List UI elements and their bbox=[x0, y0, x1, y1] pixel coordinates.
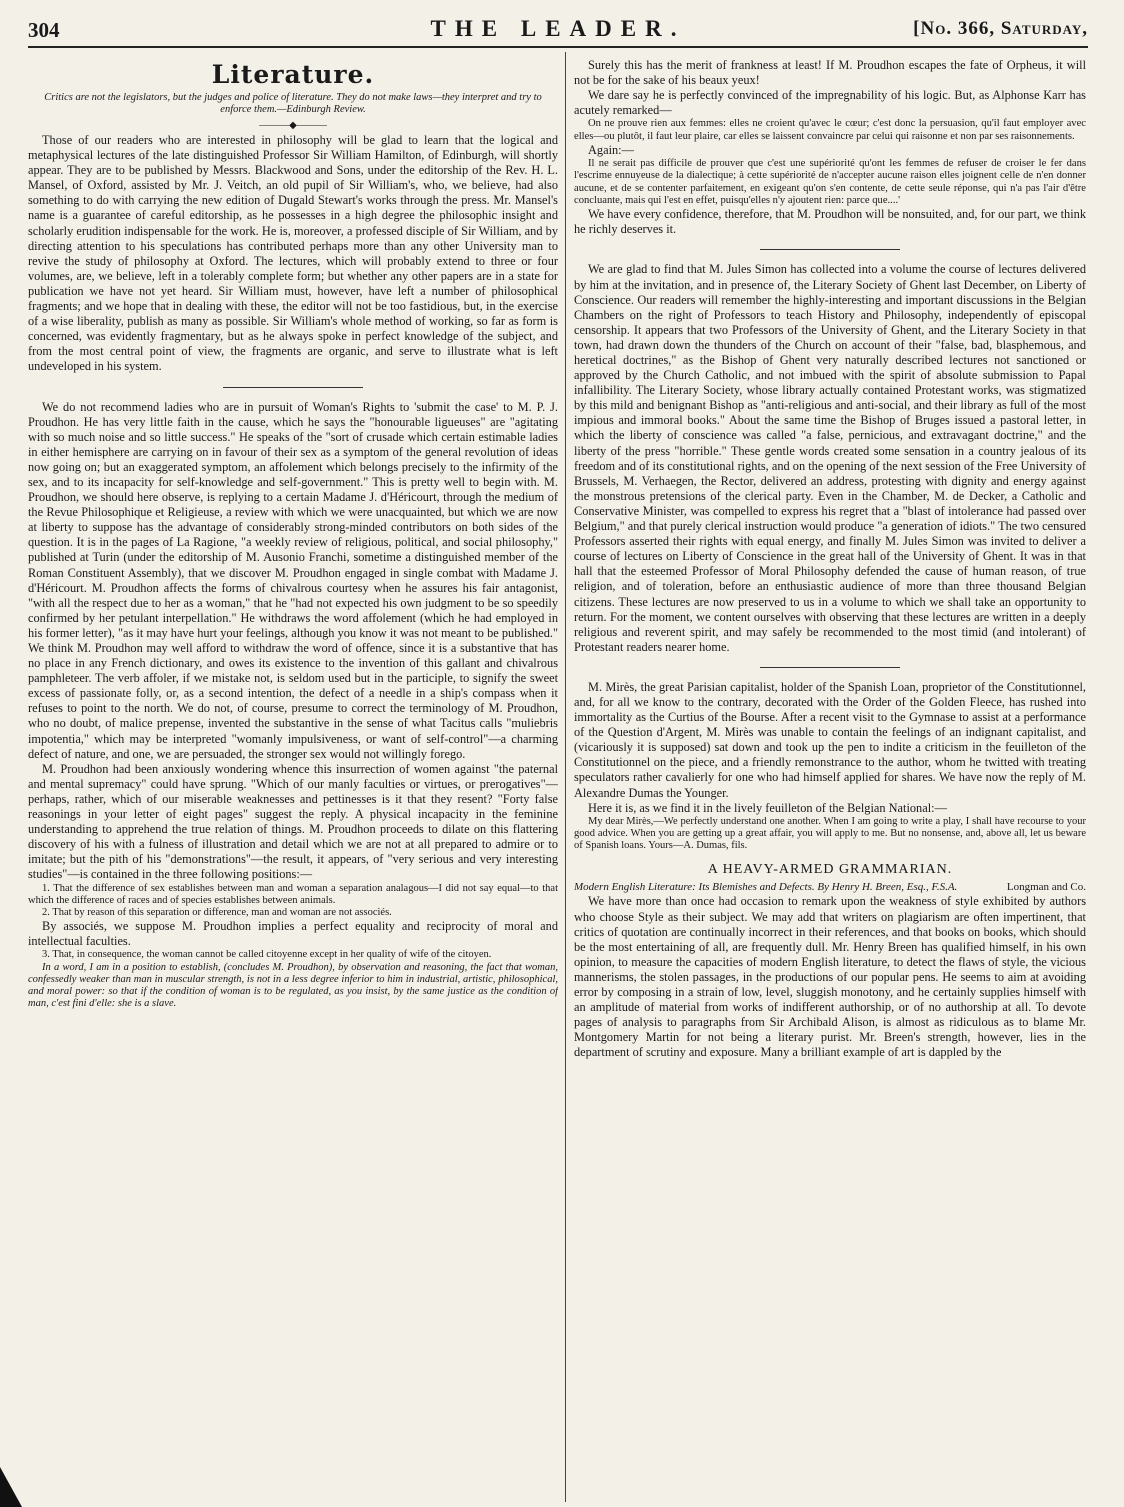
position-2: 2. That by reason of this separation or difference, man and woman are not associés. bbox=[42, 906, 392, 918]
article-divider-2 bbox=[760, 249, 900, 250]
national-paragraph: Here it is, as we find it in the lively feuilleton of the Belgian National:— bbox=[588, 800, 947, 815]
associes-note: By associés, we suppose M. Proudhon implies a perfect equality and reciprocity of moral and intellectual faculties. bbox=[28, 919, 558, 949]
proudhon-paragraph-2: M. Proudhon had been anxiously wondering whence this insurrection of women against "the paternal and mental supremacy" could have sprung. "Which of our manly faculties or virtues, or prerogatives"—perhaps, rather, which of our miserable weaknesses and pettinesses is it that they resent? "Forty false reasonings in your letter of eight pages" suggest the reply. A physical incapacity in the feminine understanding to apprehend the true relation of things. M. Proudhon proceeds to dilate on this flattering discovery of his with a fulness of illustration and detail which we are not at all prepared to admire or to imitate; but the pith of his "demonstrations"—the result, it appears, of "very serious and very interesting studies"—is contained in the three following positions:— bbox=[28, 761, 558, 882]
page-header bbox=[28, 8, 1088, 48]
publisher: Longman and Co. bbox=[1006, 881, 1086, 894]
column-divider bbox=[565, 52, 566, 1502]
position-1: 1. That the difference of sex establishes between man and woman a separation analagous—I did not say equal—to that which the difference of races and of species establishes between animals. bbox=[28, 882, 558, 906]
fleuron-ornament: ———◆——— bbox=[259, 120, 327, 131]
dumas-letter: My dear Mirès,—We perfectly understand one another. When I am going to write a play, I shall have recourse to your good advice. When you are getting up a great affair, you will apply to me. But no nonsense, and, above all, let us beware of Spanish loans. Yours—A. Dumas, fils. bbox=[574, 815, 1086, 852]
right-column bbox=[574, 58, 1086, 1498]
section-motto: Critics are not the legislators, but the judges and police of literature. They do not make laws—they interpret and try to enforce them.—Edinburgh Review. bbox=[44, 92, 542, 115]
position-3: 3. That, in consequence, the woman cannot be called citoyenne except in her quality of wife of the citoyen. bbox=[42, 949, 492, 961]
hamilton-paragraph: Those of our readers who are interested in philosophy will be glad to learn that the logical and metaphysical lectures of the late distinguished Professor Sir William Hamilton, of Edinburgh, will shortly appear. They are to be published by Messrs. Blackwood and Sons, under the editorship of the Rev. H. L. Mansel, of Oxford, assisted by Mr. J. Veitch, an old pupil of Sir William's, who, we believe, had also something to do with carrying the new edition of Dugald Stewart's works through the press. Mr. Mansel's name is a guarantee of careful editorship, as he possesses in a high degree the philosophic insight and scholarly erudition indispensable for the work. He is, moreover, a professed disciple of Sir William, and by directing attention to his speculations has contributed perhaps more than any other University man to revive the study of philosophy at Oxford. The lectures, which will probably extend to three or four volumes, are, we believe, left in a tolerably complete form; but whether any other papers are in a state for publication we have not yet heard. Sir William must, however, have left a number of philosophical fragments; and we hope that in dealing with these, the editor will not be too fastidious, but, in the exercise of a wise liberality, publish as many as possible. Sir William's whole method of working, so far as form is concerned, was evidently fragmentary, but as he always spoke in perfect knowledge of the subject, and from the most central point of view, the fragments are organic, and serve to illustrate what is left undeveloped in his system. bbox=[28, 133, 558, 374]
left-column bbox=[28, 58, 558, 1498]
article-divider bbox=[223, 387, 363, 388]
proudhon-conclusion: In a word, I am in a position to establish, (concludes M. Proudhon), by observation and reasoning, the fact that woman, confessedly weaker than man in muscular strength, is not in a less degree inferior to him in industrial, artistic, philosophical, and moral power: so that if the condition of woman is to be regulated, as you insist, by the same justice as the condition of man, c'est fini d'elle: she is a slave. bbox=[28, 961, 558, 1010]
issue-label: [No. 366, Saturday, bbox=[913, 18, 1088, 39]
page-curl bbox=[0, 1467, 22, 1507]
grammarian-paragraph: We have more than once had occasion to remark upon the weakness of style exhibited by authors who choose Style as their subject. We may add that writers on plagiarism are often impertinent, that critics of quotation are continually incorrect in their references, and that books on books, which should be the most entertaining of all, are frequently dull. Mr. Henry Breen has qualified himself, in his own opinion, to measure the capacities of modern English literature, to detect the flaws of style, the vicious mannerisms, the stolen passages, in the productions of our popular pens. He seems to aim at avoiding error by composing in a strain of low, level, sluggish monotony, and he certainly supplies himself with an amplitude of material from works of indifferent authorship, or of no authorship at all. To devote pages of analysis to paragraphs from Sir Archibald Alison, is almost as ridiculous as to blame Mr. Montgomery Martin for not being a literary purist. Mr. Breen's strength, however, lies in the department of scrutiny and exposure. Many a brilliant example of art is dappled by the bbox=[574, 894, 1086, 1060]
book-title: Modern English Literature: Its Blemishes and Defects. By Henry H. Breen, Esq., F.S.A. bbox=[574, 881, 958, 894]
frankness-paragraph: Surely this has the merit of frankness at least! If M. Proudhon escapes the fate of Orpheus, it will not be for the sake of his beaux yeux! bbox=[574, 58, 1086, 88]
mires-paragraph: M. Mirès, the great Parisian capitalist, holder of the Spanish Loan, proprietor of the Constitutionnel, and, for all we know to the contrary, decorated with the Order of the Golden Fleece, has rushed into immortality as the Curtius of the Bourse. After a recent visit to the Gymnase to assist at a performance of the Question d'Argent, M. Mirès was unable to contain the feelings of an indignant capitalist, and (vicariously it is supposed) sat down and took up the pen to indite a criticism in the feuilleton of the Constitutionnel on the piece, and a friendly remonstrance to the author, whom he twitted with treating speculators rather cavalierly for one who had himself applied for shares. We have now the reply of M. Alexandre Dumas the Younger. bbox=[574, 679, 1086, 800]
karr-quote-2: Il ne serait pas difficile de prouver que c'est une supériorité qu'ont les femmes de refuser de croiser le fer dans l'escrime ennuyeuse de la dialectique; à cette supériorité de n'accepter aucune raison elles joignent celle de n'en donner aucune, et de se contenter parfaitement, en exigeant qu'on s'en contente, de cette seule réponse, qui n'a pas l'air d'être concluante, mais qui l'est en effet, puisqu'elles n'y ajoutent rien: parce que....' bbox=[574, 158, 1086, 206]
logic-paragraph: We dare say he is perfectly convinced of the impregnability of his logic. But, as Alphonse Karr has acutely remarked— bbox=[574, 88, 1086, 118]
article-title: A HEAVY-ARMED GRAMMARIAN. bbox=[707, 862, 953, 878]
jules-simon-paragraph: We are glad to find that M. Jules Simon has collected into a volume the course of lectures delivered by him at the invitation, and in presence of, the Literary Society of Ghent last December, on Liberty of Conscience. Our readers will remember the highly-interesting and important discussions in the Belgian Chambers on the right of Professors to teach History and Philosophy, independently of episcopal censorship. It appears that two Professors of the University of Ghent, and the Literary Society in that town, had drawn down the thunders of the Church on account of their "false, bad, blasphemous, and heretical doctrines," as the Bishop of Ghent very naturally described lectures not sanctioned or approved by the Church Catholic, and not imbued with the spirit of absolute submission to Papal infallibility. The Literary Society, whose library actually contained Protestant works, was stigmatized by this mild and benignant Bishop as "anti-religious and anti-social, and their library as full of the most impious and immoral books." About the same time the Bishop of Bruges issued a pastoral letter, in which the liberty of conscience was called "a false, pernicious, and extravagant doctrine," and the liberty of the press "horrible." These gentle words created some sensation in a country jealous of its freedom and of its constitutional rights, and on the opening of the next session of the Free University of Brussels, M. Verhaegen, the Rector, delivered an address, protesting with dignity and energy against the monstrous pretensions of the clerical party. Even in the Chamber, M. de Decker, a Catholic and Conservative Minister, was compelled to express his regret that a "blast of intolerance had passed over Belgium," and that purely clerical instruction would produce "a generation of idiots." The two censured Professors asserted their rights with equal energy, and finally M. Jules Simon was invited to deliver a course of lectures on Liberty of Conscience in the great hall of the University of Ghent. It was in that hall that the esteemed Professor of Moral Philosophy defended the cause of human reason, of true religion, and of toleration, before an enthusiastic audience of more than three thousand Belgian citizens. These lectures are now preserved to us in a volume to which we shall take an opportunity to return. For the moment, we content ourselves with observing that these lectures are written in a deeply religious and reverent spirit, and may safely be recommended to the most timid (and intolerant) of Protestant readers nearer home. bbox=[574, 262, 1086, 654]
nonsuited-paragraph: We have every confidence, therefore, that M. Proudhon will be nonsuited, and, for our part, we think he richly deserves it. bbox=[574, 207, 1086, 237]
page-number: 304 bbox=[28, 18, 60, 42]
again-label: Again:— bbox=[588, 142, 634, 157]
article-divider-3 bbox=[760, 667, 900, 668]
book-reference bbox=[574, 881, 1086, 894]
newspaper-title: THE LEADER. bbox=[430, 16, 686, 41]
karr-quote-1: On ne prouve rien aux femmes: elles ne croient qu'avec le cœur; c'est donc la persuasion, qu'il faut employer avec elles—ou plutôt, il faut leur plaire, car elles se laissent convaincre par celui qui raisonne et non par ses raisonnements. bbox=[574, 118, 1086, 142]
proudhon-paragraph: We do not recommend ladies who are in pursuit of Woman's Rights to 'submit the case' to M. P. J. Proudhon. He has very little faith in the cause, which he says the "honourable ligueuses" are "agitating with so much noise and so little success." He speaks of the "sort of crusade which certain estimable ladies in either hemisphere are carrying on in favour of their sex as a symptom of the general revolution of ideas now going on; but an exaggerated symptom, an affolement which belongs precisely to the infirmity of the sex, and to its incapacity for self-knowledge and self-government." This is pretty well to begin with. M. Proudhon, we should here observe, is replying to a certain Madame J. d'Héricourt, through the medium of the Revue Philosophique et Religieuse, a review with which we were unacquainted, but which we are now at liberty to suppose has the advantage of considerably strong-minded contributors on both sides of the question. It is in the pages of La Ragione, "a weekly review of religious, political, and social philosophy," published at Turin (under the editorship of M. Ausonio Franchi, sometime a distinguished member of the Roman Constituent Assembly), that we discover M. Proudhon engaged in single combat with Madame J. d'Héricourt. M. Proudhon affects the forms of chivalrous courtesy when he assures his fair antagonist, "with all the respect due to her as a woman," that he "had not expected his own judgment to be so speedily confirmed by her petulant interpellation." He withdraws the word affolement (which he had employed in his former letter), "as it may have hurt your feelings, although you know it was not meant to be published." We think M. Proudhon may well afford to withdraw the word of offence, since it is a substantive that has no place in any French dictionary, and owes its existence to the invention of this gallant and chivalrous pamphleteer. The verb affoler, if we mistake not, is seldom used but in the participle, to signify the sweet excess of passionate folly, or, as a second intention, the defect of a needle in a ship's compass when it refuses to point to the north. We do not, of course, presume to correct the terminology of M. Proudhon, who no doubt, of malice prepense, invented the substantive in the sense of what Tacitus calls "muliebris impotentia," which may be interpreted "womanly impulsiveness, or want of self-control"—a charming defect of nature, and one, we are persuaded, the stronger sex would not willingly forego. bbox=[28, 399, 558, 761]
section-title: Literature. bbox=[211, 60, 375, 89]
